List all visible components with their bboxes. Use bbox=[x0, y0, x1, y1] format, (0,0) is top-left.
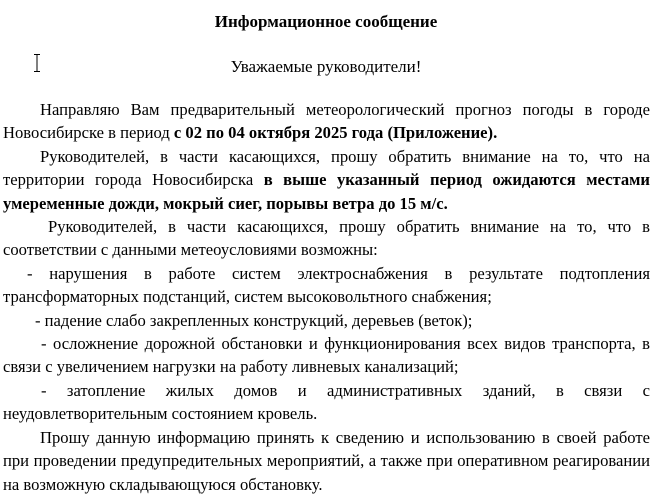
list-item: - затопление жилых домов и административных зданий, в связи с неудовлетворительным состоянием кровель. bbox=[3, 380, 650, 424]
paragraph-warning bbox=[3, 145, 650, 215]
paragraph-forecast-text: Направляю Вам предварительный метеорологический прогноз погоды в городе Новосибирске в период bbox=[3, 100, 650, 143]
paragraph-warning-text: Руководителей, в части касающихся, прошу обратить внимание на то, что на территории города Новосибирска bbox=[3, 146, 650, 190]
greeting: Уважаемые руководители! bbox=[230, 57, 422, 76]
paragraph-request: Прошу данную информацию принять к сведению и использованию в своей работе при проведении предупредительных мероприятий, а также при оперативном реагировании на возможную складывающуюся обстановку. bbox=[3, 427, 650, 494]
list-item: - осложнение дорожной обстановки и функционирования всех видов транспорта, в связи с увеличением нагрузки на работу ливневых канализаций; bbox=[3, 334, 650, 377]
paragraph-consequences-intro: Руководителей, в части касающихся, прошу обратить внимание на то, что в соответствии с данными метеоусловиями возможны: bbox=[3, 217, 650, 260]
paragraph-forecast-period: с 02 по 04 октября 2025 года (Приложение). bbox=[173, 123, 498, 143]
list-item: - нарушения в работе систем электроснабжения в результате подтопления трансформаторных подстанций, систем высоковольтного снабжения; bbox=[3, 263, 650, 307]
body-text bbox=[3, 98, 650, 496]
list-item: - падение слабо закрепленных конструкций, деревьев (веток); bbox=[35, 310, 473, 330]
document-title: Информационное сообщение bbox=[214, 12, 438, 31]
paragraph-warning-details: в выше указанный период ожидаются местами умеременные дожди, мокрый сиег, порывы ветра до 15 м/с. bbox=[3, 170, 650, 213]
paragraph-forecast bbox=[3, 98, 650, 145]
